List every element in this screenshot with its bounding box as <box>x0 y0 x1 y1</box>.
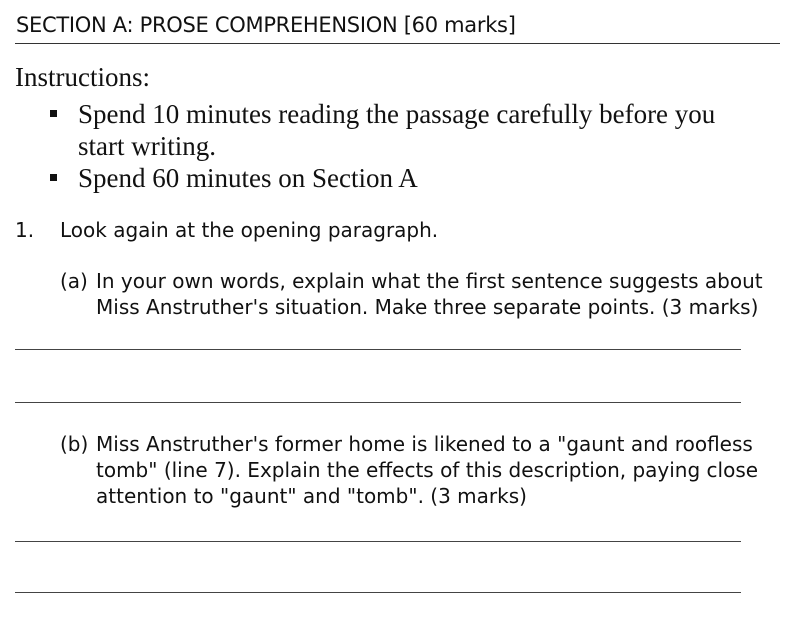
instructions-title: Instructions: <box>15 62 150 92</box>
part-text-line: Miss Anstruther's former home is likened to a "gaunt and roofless <box>96 432 753 456</box>
heading-rule <box>15 43 780 44</box>
instructions-list <box>44 98 744 194</box>
instruction-text: Spend 60 minutes on Section A <box>78 163 418 193</box>
part-text-line: attention to "gaunt" and "tomb". (3 marks) <box>96 484 527 508</box>
question-part-b <box>60 431 760 509</box>
question-part-a <box>60 268 763 320</box>
part-label: (b) <box>60 432 89 456</box>
answer-line[interactable] <box>15 349 741 350</box>
question-text: Look again at the opening paragraph. <box>60 218 439 242</box>
question-number: 1. <box>15 218 35 242</box>
part-label: (a) <box>60 269 88 293</box>
instruction-text: Spend 10 minutes reading the passage carefully before you start writing. <box>78 99 716 161</box>
square-bullet-icon <box>50 110 57 117</box>
part-text-line: tomb" (line 7). Explain the effects of this description, paying close <box>96 458 759 482</box>
part-text-line: In your own words, explain what the first sentence suggests about <box>96 269 763 293</box>
square-bullet-icon <box>50 174 57 181</box>
part-text-line: Miss Anstruther's situation. Make three separate points. (3 marks) <box>96 295 759 319</box>
section-heading: SECTION A: PROSE COMPREHENSION [60 marks] <box>16 13 516 37</box>
answer-line[interactable] <box>15 402 741 403</box>
instruction-item <box>44 162 744 194</box>
answer-line[interactable] <box>15 592 741 593</box>
answer-line[interactable] <box>15 541 741 542</box>
instruction-item <box>44 98 744 162</box>
